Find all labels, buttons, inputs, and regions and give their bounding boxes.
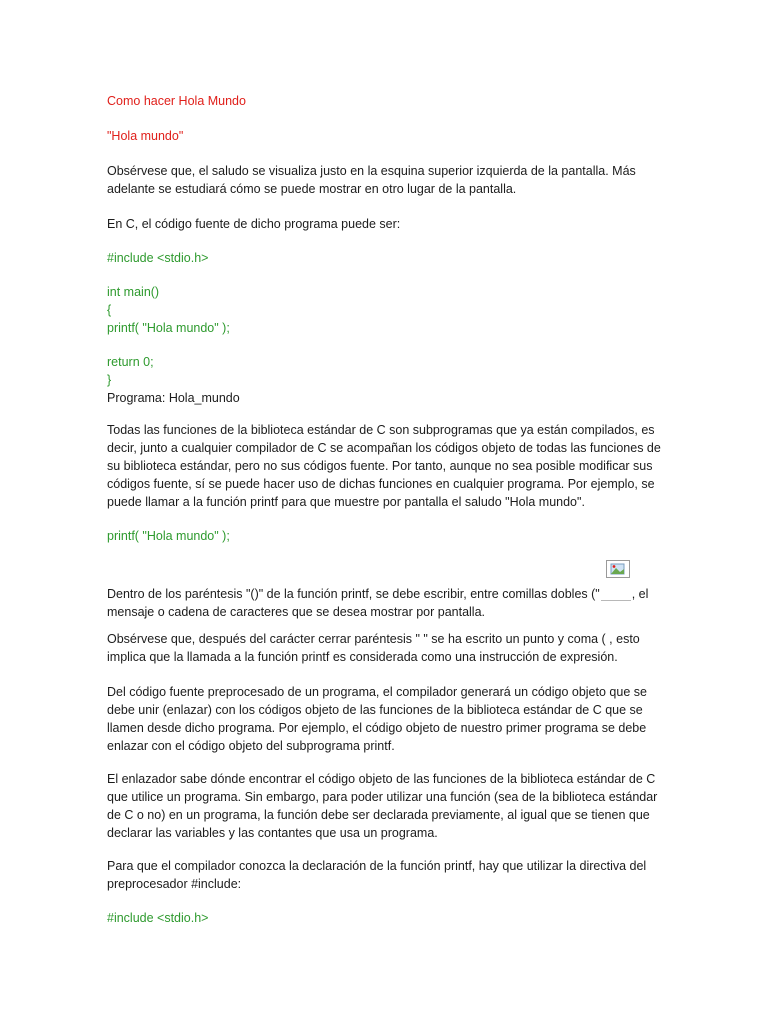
broken-image-icon — [601, 578, 631, 601]
paragraph-6: Del código fuente preprocesado de un programa, el compilador generará un código objeto que se debe unir (enlazar) con los códigos objeto de las funciones de la biblioteca estándar de C que se llamen desde dicho programa. Por ejemplo, el código objeto de nuestro primer programa se debe enlazar con el código objeto del subprograma printf. — [107, 685, 647, 753]
code-include-final: #include <stdio.h> — [107, 911, 209, 925]
code-main-block — [107, 283, 667, 337]
code-line: int main() — [107, 285, 160, 299]
code-return-block — [107, 353, 667, 407]
paragraph-3: Todas las funciones de la biblioteca estándar de C son subprogramas que ya están compilados, es decir, junto a cualquier compilador de C se acompañan los códigos objeto de todas las funciones de su biblioteca estándar, pero no sus códigos fuente. Por tanto, aunque no sea posible modificar sus códigos fuente, sí se puede hacer uso de dichas funciones en cualquier programa. Por ejemplo, se puede llamar a la función printf para que muestre por pantalla el saludo "Hola mundo". — [107, 423, 661, 509]
program-label: Programa: Hola_mundo — [107, 391, 240, 405]
paragraph-2: En C, el código fuente de dicho programa puede ser: — [107, 217, 401, 231]
paragraph-4-part-a: Dentro de los paréntesis "()" de la función printf, se debe escribir, entre comillas dobles (" — [107, 587, 600, 601]
paragraph-1: Obsérvese que, el saludo se visualiza justo en la esquina superior izquierda de la pantalla. Más adelante se estudiará cómo se puede mostrar en otro lugar de la pantalla. — [107, 164, 636, 196]
document-title: Como hacer Hola Mundo — [107, 94, 246, 108]
code-line: return 0; — [107, 355, 154, 369]
code-include: #include <stdio.h> — [107, 251, 209, 265]
paragraph-4-part-b: , el mensaje o cadena de caracteres que se desea mostrar por pantalla. — [107, 587, 649, 619]
code-line: } — [107, 373, 112, 387]
paragraph-5: Obsérvese que, después del carácter cerrar paréntesis " " se ha escrito un punto y coma ( , esto implica que la llamada a la función printf es considerada como una instrucción de expresión. — [107, 632, 640, 664]
code-line: printf( "Hola mundo" ); — [107, 321, 230, 335]
code-printf: printf( "Hola mundo" ); — [107, 529, 230, 543]
paragraph-7: El enlazador sabe dónde encontrar el código objeto de las funciones de la biblioteca estándar de C que utilice un programa. Sin embargo, para poder utilizar una función (sea de la biblioteca estándar de C o no) en un programa, la función debe ser declarada previamente, al igual que se tienen que declarar las variables y las contantes que usa un programa. — [107, 772, 658, 840]
code-line: { — [107, 303, 112, 317]
paragraph-4 — [107, 578, 667, 621]
paragraph-8: Para que el compilador conozca la declaración de la función printf, hay que utilizar la directiva del preprocesador #include: — [107, 859, 647, 891]
hola-mundo-label: "Hola mundo" — [107, 129, 184, 143]
